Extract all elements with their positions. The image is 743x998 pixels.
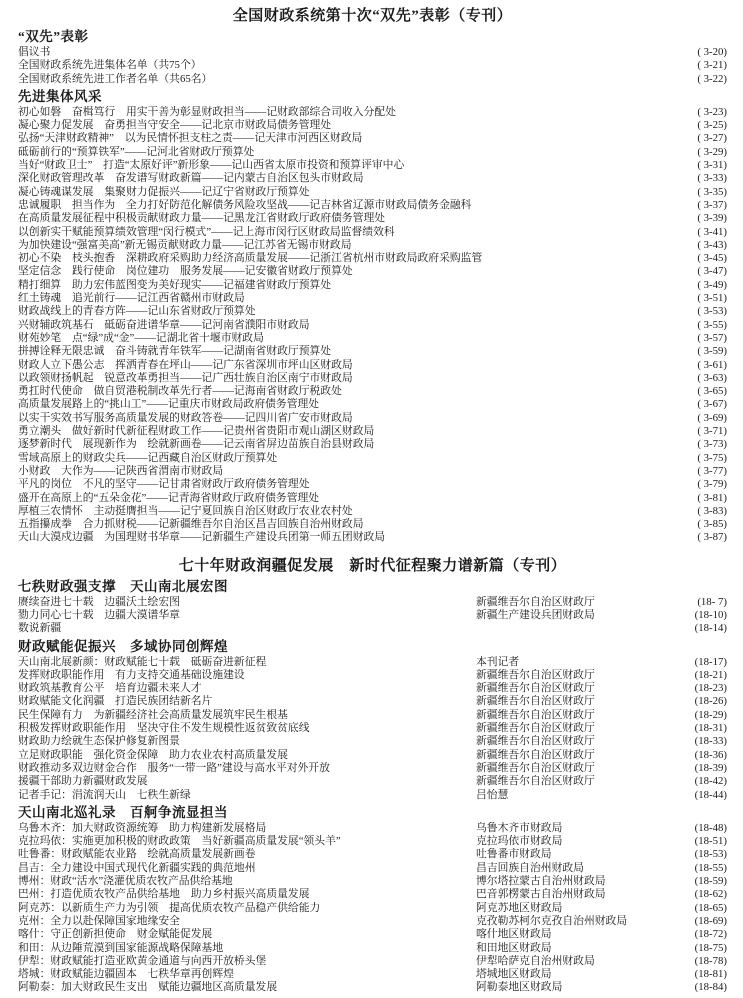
section-heading-shuangxian-biaozhang: “双先”表彰 <box>18 29 89 44</box>
entry-page-number: (18-10) <box>694 608 727 621</box>
entry-page-number: ( 3-83) <box>697 504 727 517</box>
entry-title: 财政筑基教育公平 培育边疆未来人才 <box>18 682 202 695</box>
entry-page-number: ( 3-77) <box>697 464 727 477</box>
entry-title: 凝心聚力促发展 奋勇担当守安全——记北京市财政局债务管理处 <box>18 119 332 132</box>
toc-entry <box>18 915 727 928</box>
toc-entry <box>18 398 727 411</box>
section-heading-tianshan-xunlilu: 天山南北巡礼录 百舸争流显担当 <box>18 804 228 820</box>
entry-page-number: ( 3-45) <box>697 252 727 265</box>
entry-page-number: (18-48) <box>694 821 727 834</box>
toc-entry <box>18 359 727 372</box>
entry-page-number: ( 3-20) <box>697 46 727 58</box>
toc-entry <box>18 682 727 695</box>
entry-title: 财苑妙笔 点“绿”成“金”——记湖北省十堰市财政局 <box>18 331 264 344</box>
entry-list-shuangxian-biaozhang <box>18 46 727 86</box>
entry-list-xianjin-jiti-fengcai <box>18 106 727 545</box>
entry-page-number: ( 3-69) <box>697 411 727 424</box>
section-qizhi-caizheng-qiang-zhicheng <box>18 579 727 636</box>
toc-entry <box>18 279 727 292</box>
entry-page-number: (18-17) <box>694 655 727 668</box>
toc-entry <box>18 265 727 278</box>
entry-page-number: (18-26) <box>694 695 727 708</box>
section-caizheng-funeng-cu-zhenxing <box>18 639 727 802</box>
entry-title: 凝心铸魂谋发展 集聚财力促振兴——记辽宁省财政厅预算处 <box>18 185 310 198</box>
entry-author: 和田地区财政局 <box>476 941 552 954</box>
toc-entry <box>18 59 727 72</box>
entry-page-number: ( 3-75) <box>697 451 727 464</box>
entry-page-number: ( 3-25) <box>697 119 727 132</box>
entry-page-number: ( 3-37) <box>697 198 727 211</box>
entry-page-number: ( 3-23) <box>697 105 727 118</box>
toc-entry <box>18 159 727 172</box>
toc-entry <box>18 928 727 941</box>
entry-page-number: ( 3-53) <box>697 305 727 318</box>
entry-page-number: (18-84) <box>694 981 727 994</box>
toc-entry <box>18 505 727 518</box>
toc-entry <box>18 835 727 848</box>
entry-title: 深化财政管理改革 奋发谱写财政新篇——记内蒙古自治区包头市财政局 <box>18 172 364 185</box>
entry-title: 乌鲁木齐：加大财政资源统筹 助力构建新发展格局 <box>18 821 267 834</box>
toc-entry <box>18 332 727 345</box>
toc-entry <box>18 186 727 199</box>
entry-page-number: (18-29) <box>694 708 727 721</box>
entry-page-number: (18-55) <box>694 861 727 874</box>
entry-title: 为加快建设“强富美高”新无锡贡献财政力量——记江苏省无锡市财政局 <box>18 238 352 251</box>
entry-author: 阿克苏地区财政局 <box>476 901 563 914</box>
toc-entry <box>18 709 727 722</box>
entry-page-number: (18-53) <box>694 848 727 861</box>
entry-page-number: (18-62) <box>694 888 727 901</box>
entry-title: 坚定信念 践行使命 岗位建功 服务发展——记安徽省财政厅预算处 <box>18 265 353 278</box>
entry-page-number: ( 3-21) <box>697 59 727 72</box>
entry-title: 天山大漠戍边疆 为国理财书华章——记新疆生产建设兵团第一师五团财政局 <box>18 531 386 544</box>
entry-page-number: ( 3-27) <box>697 132 727 145</box>
entry-page-number: (18-69) <box>694 914 727 927</box>
entry-title: 以创新实干赋能预算绩效管理“闵行模式”——记上海市闵行区财政局监督绩效科 <box>18 225 395 238</box>
entry-author: 吐鲁番市财政局 <box>476 848 552 861</box>
entry-author: 伊犁哈萨克自治州财政局 <box>476 954 595 967</box>
toc-entry <box>18 478 727 491</box>
entry-title: 积极发挥财政职能作用 坚决守住不发生规模性返贫致贫底线 <box>18 722 310 735</box>
entry-title: 民生保障有力 为新疆经济社会高质量发展筑牢民生根基 <box>18 708 288 721</box>
entry-title: 在高质量发展征程中积极贡献财政力量——记黑龙江省财政厅政府债务管理处 <box>18 212 386 225</box>
entry-page-number: ( 3-85) <box>697 518 727 531</box>
part1-title: 全国财政系统第十次“双先”表彰（专刊） <box>232 8 513 24</box>
entry-title: 克拉玛依：实施更加积极的财政政策 当好新疆高质量发展“领头羊” <box>18 835 341 848</box>
toc-entry <box>18 492 727 505</box>
toc-entry <box>18 656 727 669</box>
toc-entry <box>18 252 727 265</box>
entry-title: 财政推动多双边财金合作 服务“一带一路”建设与高水平对外开放 <box>18 761 330 774</box>
entry-title: 克州：全力以赴保障国家地缘安全 <box>18 914 180 927</box>
entry-page-number: ( 3-29) <box>697 145 727 158</box>
entry-page-number: (18-44) <box>694 788 727 801</box>
entry-author: 新疆维吾尔自治区财政厅 <box>476 761 595 774</box>
entry-page-number: (18-78) <box>694 954 727 967</box>
entry-title: 全国财政系统先进工作者名单（共65名） <box>18 72 213 85</box>
entry-author: 新疆生产建设兵团财政局 <box>476 608 595 621</box>
entry-page-number: (18-59) <box>694 875 727 888</box>
entry-author: 乌鲁木齐市财政局 <box>476 821 563 834</box>
toc-entry <box>18 319 727 332</box>
entry-page-number: ( 3-39) <box>697 212 727 225</box>
entry-title: 弘扬“天津财政精神” 以为民情怀担支柱之责——记天津市河西区财政局 <box>18 132 363 145</box>
entry-page-number: (18-21) <box>694 668 727 681</box>
entry-title: 初心如磐 奋楫笃行 用实干善为彰显财政担当——记财政部综合司收入分配处 <box>18 105 396 118</box>
entry-title: 财政人立下愚公志 挥洒青春在坪山——记广东省深圳市坪山区财政局 <box>18 358 353 371</box>
entry-title: 记者手记：涓流润天山 七秩生新绿 <box>18 788 191 801</box>
toc-entry <box>18 132 727 145</box>
toc-entry <box>18 412 727 425</box>
toc-entry <box>18 531 727 544</box>
entry-title: 援疆干部助力新疆财政发展 <box>18 775 148 788</box>
toc-entry <box>18 669 727 682</box>
entry-author: 博尔塔拉蒙古自治州财政局 <box>476 875 606 888</box>
entry-title: 巴州：打造优质农牧产品供给基地 助力乡村振兴高质量发展 <box>18 888 310 901</box>
toc-entry <box>18 212 727 225</box>
entry-title: 倡议书 <box>18 46 51 58</box>
toc-entry <box>18 172 727 185</box>
entry-title: 立足财政职能 强化资金保障 助力农业农村高质量发展 <box>18 748 288 761</box>
entry-page-number: ( 3-61) <box>697 358 727 371</box>
toc-entry <box>18 518 727 531</box>
toc-entry <box>18 146 727 159</box>
toc-entry <box>18 305 727 318</box>
entry-page-number: ( 3-43) <box>697 238 727 251</box>
toc-entry <box>18 875 727 888</box>
entry-author: 新疆维吾尔自治区财政厅 <box>476 682 595 695</box>
entry-page-number: (18- 7) <box>697 595 727 608</box>
entry-title: 小财政 大作为——记陕西省渭南市财政局 <box>18 464 224 477</box>
entry-page-number: (18-72) <box>694 928 727 941</box>
entry-title: 财政赋能文化润疆 打造民族团结新名片 <box>18 695 213 708</box>
entry-title: 阿克苏：以新质生产力为引领 提高优质农牧产品稳产供给能力 <box>18 901 321 914</box>
toc-entry <box>18 425 727 438</box>
entry-title: 吐鲁番：财政赋能农业路 绘就高质量发展新画卷 <box>18 848 256 861</box>
entry-author: 新疆维吾尔自治区财政厅 <box>476 722 595 735</box>
toc-entry <box>18 822 727 835</box>
toc-entry <box>18 862 727 875</box>
entry-title: 精打细算 助力宏伟蓝图变为美好现实——记福建省财政厅预算处 <box>18 278 332 291</box>
toc-entry <box>18 789 727 802</box>
section-heading-caizheng-funeng: 财政赋能促振兴 多域协同创辉煌 <box>18 638 228 654</box>
toc-entry <box>18 968 727 981</box>
entry-title: 赓续奋进七十载 边疆沃土绘宏图 <box>18 595 180 608</box>
entry-title: 当好“财政卫士” 打造“太原好评”新形象——记山西省太原市投资和预算评审中心 <box>18 159 405 172</box>
entry-author: 新疆维吾尔自治区财政厅 <box>476 595 595 608</box>
entry-page-number: (18-23) <box>694 682 727 695</box>
entry-page-number: (18-75) <box>694 941 727 954</box>
entry-title: 数说新疆 <box>18 622 62 635</box>
entry-title: 厚植三农情怀 主动挺膺担当——记宁夏回族自治区财政厅农业农村处 <box>18 504 353 517</box>
toc-entry <box>18 292 727 305</box>
entry-page-number: ( 3-67) <box>697 398 727 411</box>
entry-page-number: (18-33) <box>694 735 727 748</box>
toc-entry <box>18 902 727 915</box>
entry-title: 伊犁：财政赋能打造亚欧黄金通道与向西开放桥头堡 <box>18 954 267 967</box>
entry-title: 财政助力绘就生态保护修复新图景 <box>18 735 180 748</box>
toc-entry <box>18 73 727 86</box>
entry-title: 以政领财扬帆起 锐意改革勇担当——记广西壮族自治区南宁市财政局 <box>18 371 353 384</box>
entry-author: 新疆维吾尔自治区财政厅 <box>476 748 595 761</box>
entry-author: 新疆维吾尔自治区财政厅 <box>476 708 595 721</box>
entry-author: 新疆维吾尔自治区财政厅 <box>476 695 595 708</box>
entry-title: 塔城：财政赋能边疆固本 七秩华章再创辉煌 <box>18 968 234 981</box>
toc-entry <box>18 465 727 478</box>
entry-page-number: ( 3-65) <box>697 385 727 398</box>
entry-title: 财政战线上的青春方阵——记山东省财政厅预算处 <box>18 305 256 318</box>
entry-author: 新疆维吾尔自治区财政厅 <box>476 775 595 788</box>
toc-entry <box>18 622 727 635</box>
entry-title: 全国财政系统先进集体名单（共75个） <box>18 59 202 72</box>
entry-title: 忠诚履职 担当作为 全力打好防范化解债务风险攻坚战——记吉林省辽源市财政局债务金融科 <box>18 198 472 211</box>
entry-title: 昌吉：全力建设中国式现代化新疆实践的典范地州 <box>18 861 256 874</box>
entry-title: 兴财辅政筑基石 砥砺奋进谱华章——记河南省濮阳市财政局 <box>18 318 310 331</box>
section-heading-qizhi-caizheng: 七秩财政强支撑 天山南北展宏图 <box>18 578 228 594</box>
entry-page-number: ( 3-73) <box>697 438 727 451</box>
entry-page-number: ( 3-87) <box>697 531 727 544</box>
entry-list-tianshan-xunlilu <box>18 822 727 995</box>
entry-author: 吕怡慧 <box>476 788 509 801</box>
toc-entry <box>18 695 727 708</box>
entry-page-number: ( 3-55) <box>697 318 727 331</box>
entry-page-number: ( 3-47) <box>697 265 727 278</box>
entry-title: 天山南北展新颜：财政赋能七十载 砥砺奋进新征程 <box>18 655 267 668</box>
toc-entry <box>18 981 727 994</box>
entry-author: 克拉玛依市财政局 <box>476 835 563 848</box>
section-tianshan-nanbei-xunlilu <box>18 805 727 995</box>
entry-author: 新疆维吾尔自治区财政厅 <box>476 668 595 681</box>
toc-entry <box>18 106 727 119</box>
toc-entry <box>18 438 727 451</box>
entry-author: 喀什地区财政局 <box>476 928 552 941</box>
entry-title: 博州：财政“活水”浇灌优质农牧产品供给基地 <box>18 875 233 888</box>
entry-page-number: ( 3-22) <box>697 72 727 85</box>
toc-entry <box>18 749 727 762</box>
toc-entry <box>18 596 727 609</box>
entry-page-number: (18-42) <box>694 775 727 788</box>
entry-title: 勇扛时代使命 做自贸港税制改革先行者——记海南省财政厅税政处 <box>18 385 342 398</box>
entry-author: 克孜勒苏柯尔克孜自治州财政局 <box>476 914 628 927</box>
toc-entry <box>18 372 727 385</box>
toc-entry <box>18 942 727 955</box>
toc-entry <box>18 345 727 358</box>
toc-entry <box>18 609 727 622</box>
entry-title: 高质量发展路上的“挑山工”——记重庆市财政局政府债务管理处 <box>18 398 320 411</box>
toc-entry <box>18 775 727 788</box>
toc-entry <box>18 239 727 252</box>
entry-title: 雪域高原上的财政尖兵——记西藏自治区财政厅预算处 <box>18 451 278 464</box>
entry-title: 盛开在高原上的“五朵金花”——记青海省财政厅政府债务管理处 <box>18 491 320 504</box>
toc-entry <box>18 848 727 861</box>
entry-author: 阿勒泰地区财政局 <box>476 981 563 994</box>
toc-entry <box>18 199 727 212</box>
entry-page-number: ( 3-49) <box>697 278 727 291</box>
entry-title: 以实干实效书写服务高质量发展的财政答卷——记四川省广安市财政局 <box>18 411 353 424</box>
entry-author: 塔城地区财政局 <box>476 968 552 981</box>
entry-list-caizheng-funeng <box>18 656 727 802</box>
entry-page-number: ( 3-33) <box>697 172 727 185</box>
entry-page-number: (18-65) <box>694 901 727 914</box>
toc-entry <box>18 762 727 775</box>
entry-page-number: ( 3-63) <box>697 371 727 384</box>
entry-title: 拼搏诠释无限忠诚 奋斗铸就青年铁军——记湖南省财政厅预算处 <box>18 345 332 358</box>
entry-page-number: ( 3-71) <box>697 425 727 438</box>
entry-title: 初心不染 枝头抱香 深耕政府采购助力经济高质量发展——记浙江省杭州市财政局政府采购监管 <box>18 252 483 265</box>
toc-entry <box>18 46 727 59</box>
entry-author: 巴音郭楞蒙古自治州财政局 <box>476 888 606 901</box>
entry-page-number: (18-36) <box>694 748 727 761</box>
entry-page-number: (18-51) <box>694 835 727 848</box>
toc-entry <box>18 888 727 901</box>
toc-entry <box>18 955 727 968</box>
section-shuangxian-biaozhang <box>18 29 727 86</box>
entry-title: 逐梦新时代 展现新作为 绘就新画卷——记云南省屏边苗族自治县财政局 <box>18 438 375 451</box>
entry-page-number: ( 3-81) <box>697 491 727 504</box>
entry-page-number: (18-39) <box>694 761 727 774</box>
entry-title: 砥砺前行的“预算铁军”——记河北省财政厅预算处 <box>18 145 255 158</box>
entry-title: 发挥财政职能作用 有力支持交通基础设施建设 <box>18 668 245 681</box>
entry-page-number: (18-81) <box>694 968 727 981</box>
entry-page-number: (18-14) <box>694 622 727 635</box>
part2-title: 七十年财政润疆促发展 新时代征程聚力谱新篇（专刊） <box>178 557 567 574</box>
toc-entry <box>18 452 727 465</box>
entry-page-number: ( 3-79) <box>697 478 727 491</box>
entry-author: 新疆维吾尔自治区财政厅 <box>476 735 595 748</box>
entry-title: 阿勒泰：加大财政民生支出 赋能边疆地区高质量发展 <box>18 981 278 994</box>
toc-entry <box>18 385 727 398</box>
entry-title: 红土铸魂 追光前行——记江西省赣州市财政局 <box>18 292 245 305</box>
section-heading-xianjin-jiti-fengcai: 先进集体风采 <box>18 88 102 104</box>
toc-entry <box>18 226 727 239</box>
toc-entry <box>18 722 727 735</box>
entry-page-number: ( 3-41) <box>697 225 727 238</box>
section-xianjin-jiti-fengcai <box>18 89 727 545</box>
entry-author: 昌吉回族自治州财政局 <box>476 861 584 874</box>
entry-list-qizhi-caizheng <box>18 596 727 636</box>
entry-page-number: ( 3-35) <box>697 185 727 198</box>
entry-title: 勇立潮头 做好新时代新征程财政工作——记贵州省贵阳市观山湖区财政局 <box>18 425 375 438</box>
entry-title: 平凡的岗位 不凡的坚守——记甘肃省财政厅政府债务管理处 <box>18 478 310 491</box>
entry-title: 勠力同心七十载 边疆大漠谱华章 <box>18 608 180 621</box>
toc-entry <box>18 735 727 748</box>
entry-title: 喀什：守正创新担使命 财金赋能促发展 <box>18 928 213 941</box>
entry-page-number: (18-31) <box>694 722 727 735</box>
entry-title: 和田：从边陲荒漠到国家能源战略保障基地 <box>18 941 224 954</box>
toc-entry <box>18 119 727 132</box>
entry-author: 本刊记者 <box>476 655 520 668</box>
entry-page-number: ( 3-31) <box>697 159 727 172</box>
entry-page-number: ( 3-59) <box>697 345 727 358</box>
entry-page-number: ( 3-51) <box>697 292 727 305</box>
entry-title: 五指攥成拳 合力抓财税——记新疆维吾尔自治区昌吉回族自治州财政局 <box>18 518 364 531</box>
entry-page-number: ( 3-57) <box>697 331 727 344</box>
